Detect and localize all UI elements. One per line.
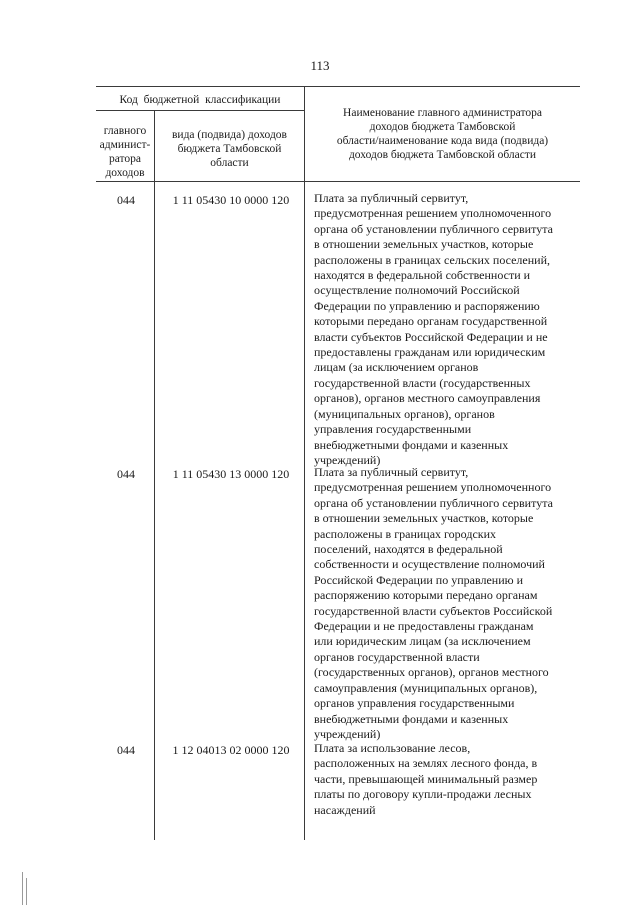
description-line: Федерации по управлению и распоряжению bbox=[314, 298, 540, 313]
description-line: или юридическим лицам (за исключением bbox=[314, 634, 531, 649]
column-divider-1 bbox=[154, 110, 155, 840]
row-admin-code: 044 bbox=[117, 193, 135, 207]
kbk-group-divider bbox=[96, 110, 304, 111]
description-line: Плата за использование лесов, bbox=[314, 741, 471, 755]
description-line: распоряжению которыми передано органам bbox=[314, 588, 538, 603]
header-name-line: Наименование главного администратора bbox=[343, 107, 542, 119]
description-line: органов управления государственными bbox=[314, 696, 515, 711]
header-kind-line: вида (подвида) доходов bbox=[172, 129, 287, 141]
scan-margin-mark bbox=[26, 878, 27, 905]
description-line: предоставлены гражданам или юридическим bbox=[314, 345, 546, 360]
description-line: осуществление полномочий Российской bbox=[314, 283, 520, 298]
description-line: Российской Федерации по управлению и bbox=[314, 572, 524, 587]
row-kbk-code: 1 12 04013 02 0000 120 bbox=[172, 743, 290, 757]
description-line: предусмотренная решением уполномоченного bbox=[314, 480, 552, 495]
header-name-line: доходов бюджета Тамбовской bbox=[369, 121, 516, 133]
description-line: собственности и осуществление полномочий bbox=[314, 557, 545, 572]
description-line: Плата за публичный сервитут, bbox=[314, 191, 469, 205]
description-line: внебюджетными фондами и казенных bbox=[314, 711, 509, 726]
header-admin-column bbox=[96, 124, 154, 180]
description-line: части, превышающей минимальный размер bbox=[314, 771, 538, 786]
description-line: платы по договору купли-продажи лесных bbox=[314, 787, 532, 802]
description-line: (муниципальных органов), органов bbox=[314, 406, 495, 421]
description-line: управления государственными bbox=[314, 422, 472, 437]
header-kind-line: области bbox=[210, 157, 249, 169]
description-line: власти субъектов Российской Федерации и не bbox=[314, 329, 548, 344]
description-line: внебюджетными фондами и казенных bbox=[314, 437, 509, 452]
description-line: которыми передано органам государственной bbox=[314, 314, 548, 329]
description-line: в отношении земельных участков, которые bbox=[314, 237, 534, 252]
description-line: учреждений) bbox=[314, 726, 381, 741]
scan-margin-mark bbox=[22, 872, 23, 905]
description-line: Федерации и не предоставлены гражданам bbox=[314, 619, 534, 634]
page-number: 113 bbox=[310, 58, 330, 73]
description-line: расположены в границах городских bbox=[314, 526, 497, 541]
header-admin-line: ратора bbox=[108, 153, 142, 165]
description-line: расположенных на землях лесного фонда, в bbox=[314, 756, 538, 771]
kbk-group-title: Код бюджетной классификации bbox=[119, 94, 281, 106]
description-line: лицам (за исключением органов bbox=[314, 360, 479, 375]
header-name-column bbox=[305, 106, 580, 162]
header-kind-column bbox=[155, 128, 304, 170]
description-line: государственной власти (государственных bbox=[314, 375, 531, 390]
description-line: предусмотренная решением уполномоченного bbox=[314, 206, 552, 221]
row-description bbox=[314, 191, 578, 468]
description-line: находятся в федеральной собственности и bbox=[314, 268, 531, 283]
description-line: насаждений bbox=[314, 802, 376, 817]
row-description bbox=[314, 741, 578, 818]
description-line: органов), органов местного самоуправления bbox=[314, 391, 541, 406]
header-bottom-border bbox=[96, 181, 580, 182]
header-admin-line: главного bbox=[103, 125, 147, 137]
table-top-border bbox=[96, 86, 580, 87]
header-admin-line: доходов bbox=[105, 167, 145, 179]
description-line: органа об установлении публичного сервитута bbox=[314, 221, 553, 236]
description-line: поселений, находятся в федеральной bbox=[314, 542, 503, 557]
header-name-line: области/наименование кода вида (подвида) bbox=[336, 135, 549, 147]
description-line: органа об установлении публичного сервитута bbox=[314, 495, 553, 510]
row-description bbox=[314, 465, 578, 742]
description-line: в отношении земельных участков, которые bbox=[314, 511, 534, 526]
description-line: (государственных органов), органов местного bbox=[314, 665, 549, 680]
header-name-line: доходов бюджета Тамбовской области bbox=[348, 149, 537, 161]
description-line: органов государственной власти bbox=[314, 649, 480, 664]
row-kbk-code: 1 11 05430 13 0000 120 bbox=[172, 467, 290, 481]
row-admin-code: 044 bbox=[117, 743, 135, 757]
header-admin-line: админист- bbox=[99, 139, 151, 151]
description-line: Плата за публичный сервитут, bbox=[314, 465, 469, 479]
description-line: расположены в границах сельских поселений, bbox=[314, 252, 550, 267]
description-line: учреждений) bbox=[314, 452, 381, 467]
row-admin-code: 044 bbox=[117, 467, 135, 481]
description-line: самоуправления (муниципальных органов), bbox=[314, 680, 538, 695]
row-kbk-code: 1 11 05430 10 0000 120 bbox=[172, 193, 290, 207]
description-line: государственной власти субъектов Российской bbox=[314, 603, 553, 618]
header-kind-line: бюджета Тамбовской bbox=[177, 143, 282, 155]
